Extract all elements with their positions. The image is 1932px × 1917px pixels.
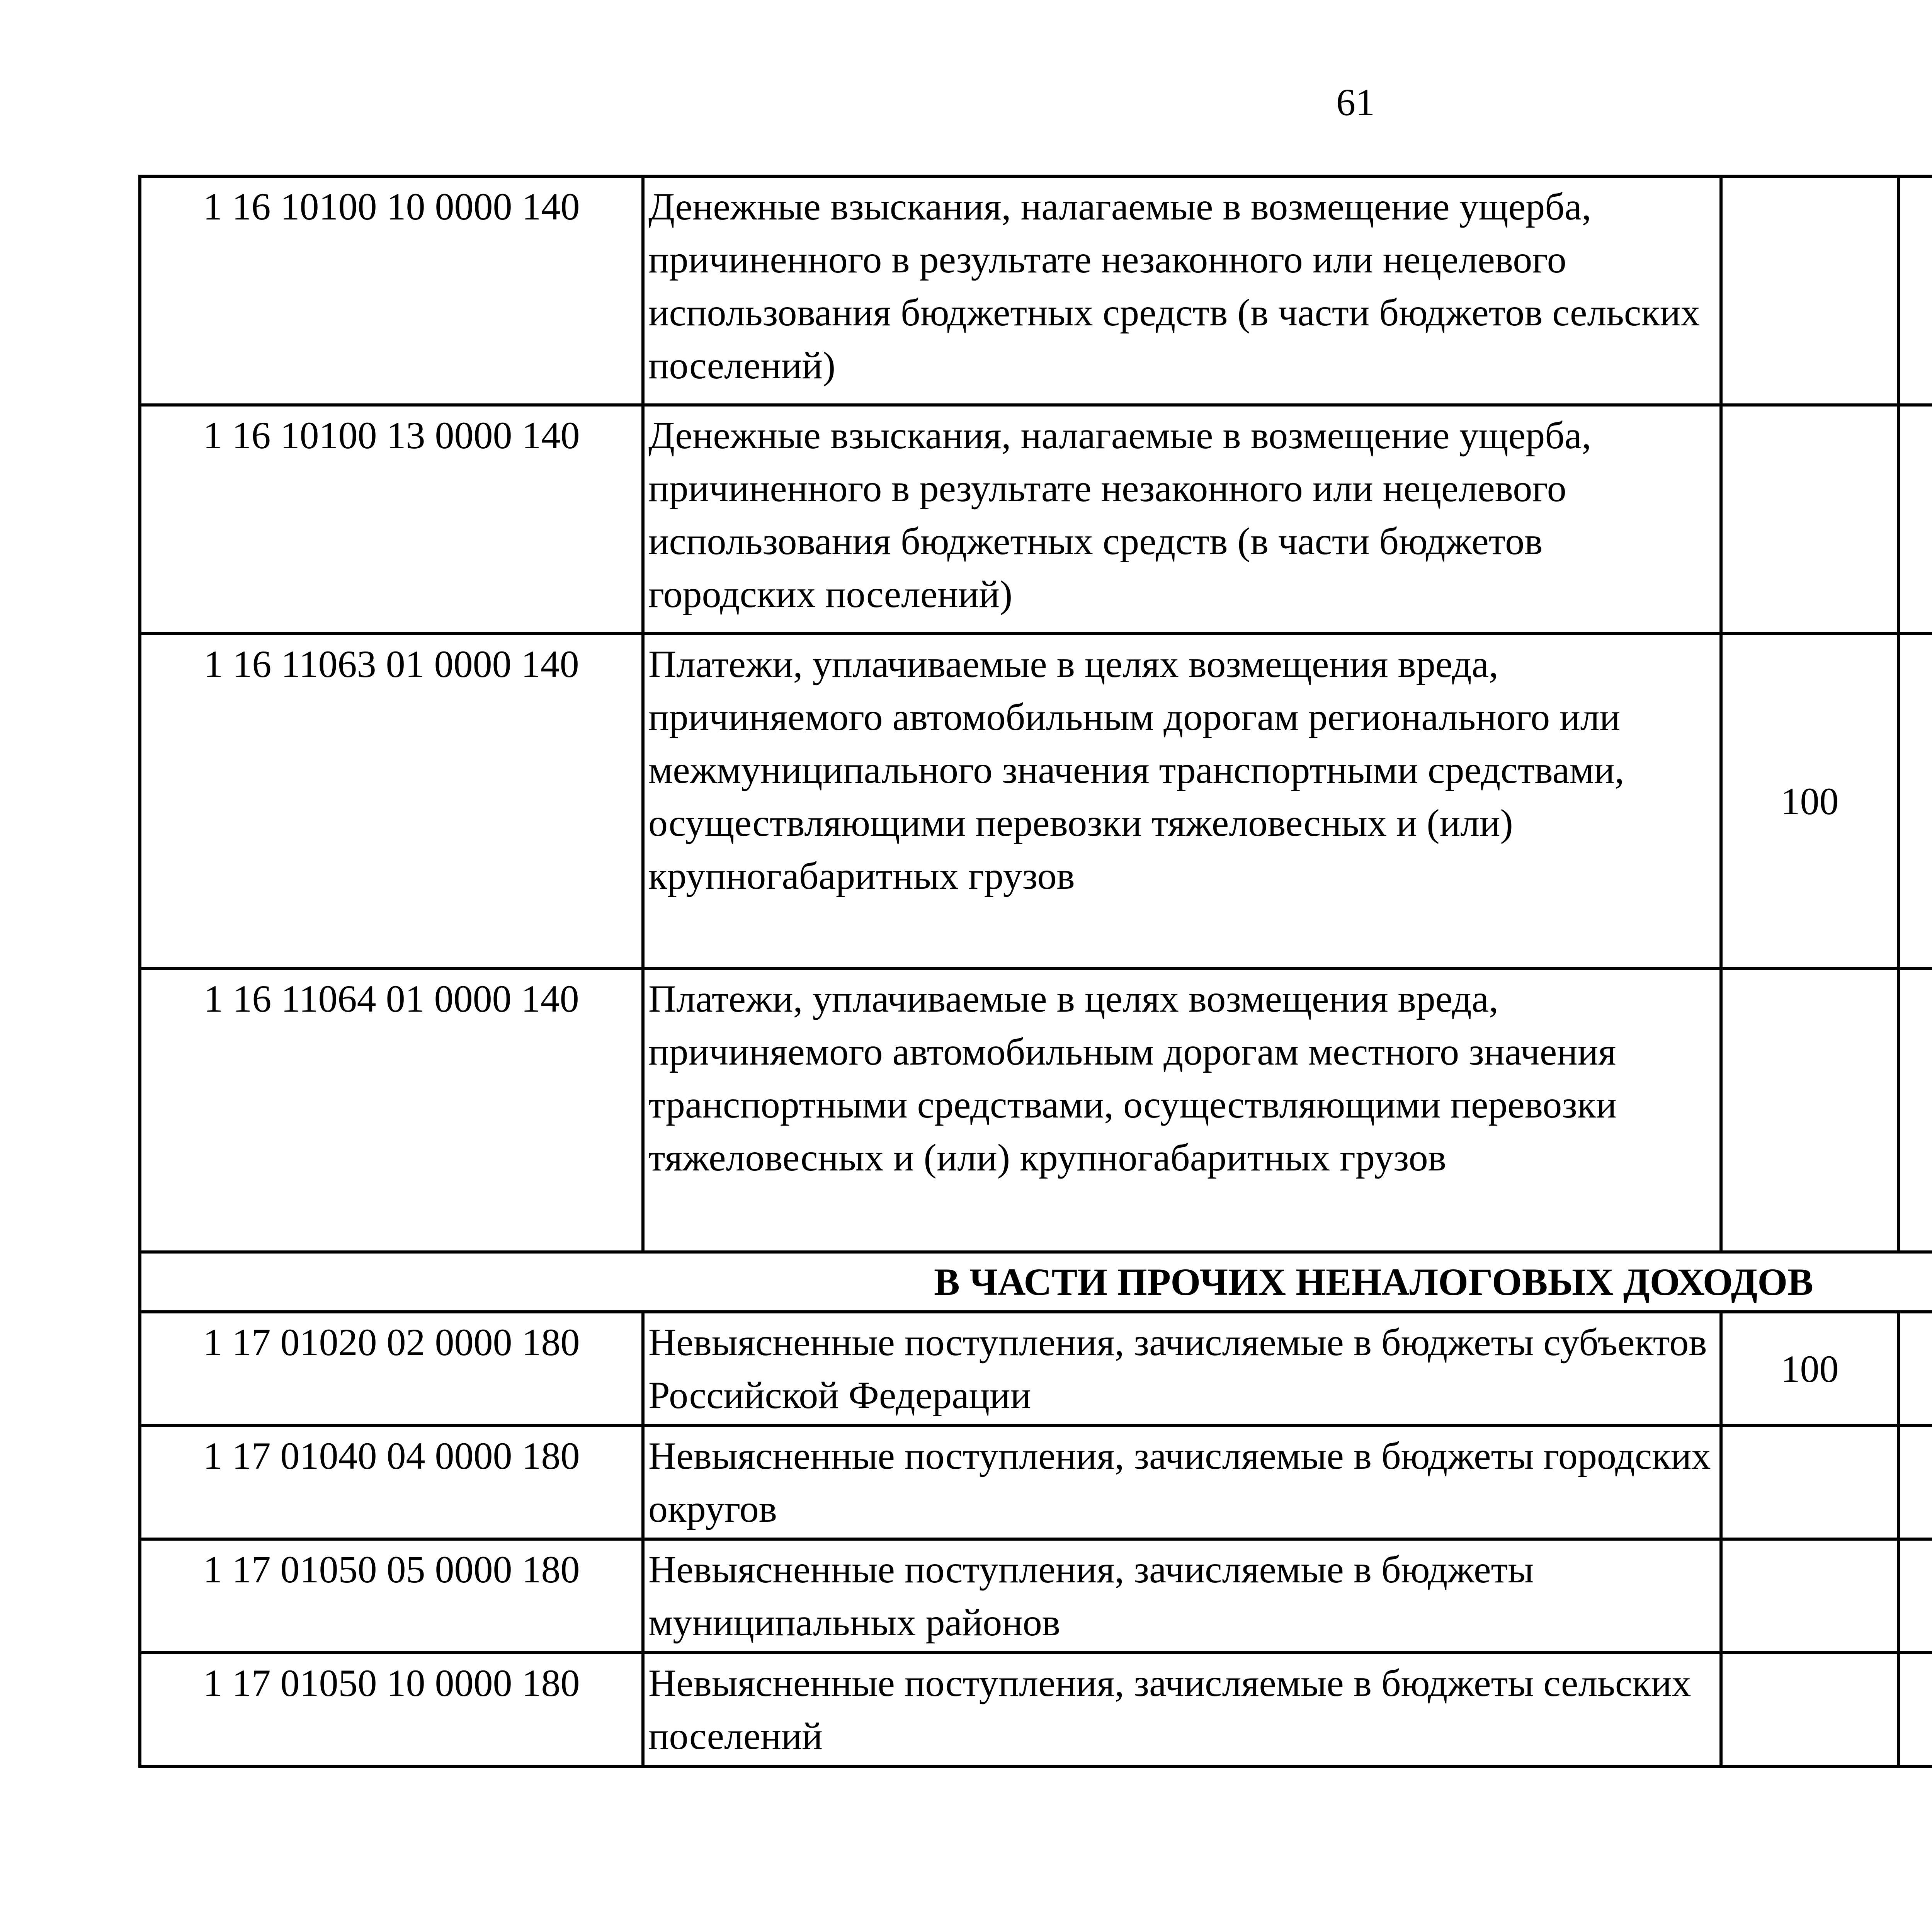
revenue-description: Невыясненные поступления, зачисляемые в бюджеты сельских поселений [643,1653,1721,1766]
revenue-description: Невыясненные поступления, зачисляемые в бюджеты городских округов [643,1425,1721,1539]
value-cell-col4 [1898,405,1932,634]
value-cell-col4 [1898,176,1932,405]
page-number: 61 [1336,81,1375,124]
revenue-code: 1 16 10100 10 0000 140 [140,176,643,405]
table-row [140,968,1932,1252]
table-row [140,1425,1932,1539]
value-cell-col3 [1721,176,1898,405]
revenue-description: Платежи, уплачиваемые в целях возмещения вреда, причиняемого автомобильным дорогам регионального или межмуниципального значения транспортными средствами, осуществляющими перевозки тяжеловесных и (или) крупногабаритных грузов [643,634,1721,968]
revenue-description: Денежные взыскания, налагаемые в возмещение ущерба, причиненного в результате незаконного или нецелевого использования бюджетных средств (в части бюджетов сельских поселений) [643,176,1721,405]
revenue-code: 1 16 11063 01 0000 140 [140,634,643,968]
value-cell-col3 [1721,1425,1898,1539]
revenue-code: 1 17 01040 04 0000 180 [140,1425,643,1539]
revenue-description: Невыясненные поступления, зачисляемые в бюджеты субъектов Российской Федерации [643,1312,1721,1425]
revenue-code: 1 16 11064 01 0000 140 [140,968,643,1252]
table-row [140,405,1932,634]
value-cell-col4 [1898,968,1932,1252]
revenue-allocation-table [138,175,1932,1768]
table-row [140,1312,1932,1425]
value-cell-col4 [1898,1653,1932,1766]
table-row [140,1653,1932,1766]
value-cell-col4 [1898,1425,1932,1539]
table-row [140,634,1932,968]
revenue-code: 1 17 01050 10 0000 180 [140,1653,643,1766]
revenue-code: 1 16 10100 13 0000 140 [140,405,643,634]
revenue-code: 1 17 01020 02 0000 180 [140,1312,643,1425]
revenue-description: Платежи, уплачиваемые в целях возмещения вреда, причиняемого автомобильным дорогам местного значения транспортными средствами, осуществляющими перевозки тяжеловесных и (или) крупногабаритных грузов [643,968,1721,1252]
value-cell-col3 [1721,968,1898,1252]
value-cell-col3: 100 [1721,634,1898,968]
value-cell-col4 [1898,1539,1932,1653]
value-cell-col3 [1721,1653,1898,1766]
section-header-row [140,1252,1932,1312]
revenue-description: Денежные взыскания, налагаемые в возмещение ущерба, причиненного в результате незаконного или нецелевого использования бюджетных средств (в части бюджетов городских поселений) [643,405,1721,634]
section-title: В ЧАСТИ ПРОЧИХ НЕНАЛОГОВЫХ ДОХОДОВ [140,1252,1932,1312]
value-cell-col3 [1721,1539,1898,1653]
table-row [140,176,1932,405]
value-cell-col4 [1898,1312,1932,1425]
table-row [140,1539,1932,1653]
revenue-code: 1 17 01050 05 0000 180 [140,1539,643,1653]
value-cell-col3: 100 [1721,1312,1898,1425]
value-cell-col4 [1898,634,1932,968]
value-cell-col3 [1721,405,1898,634]
revenue-description: Невыясненные поступления, зачисляемые в бюджеты муниципальных районов [643,1539,1721,1653]
